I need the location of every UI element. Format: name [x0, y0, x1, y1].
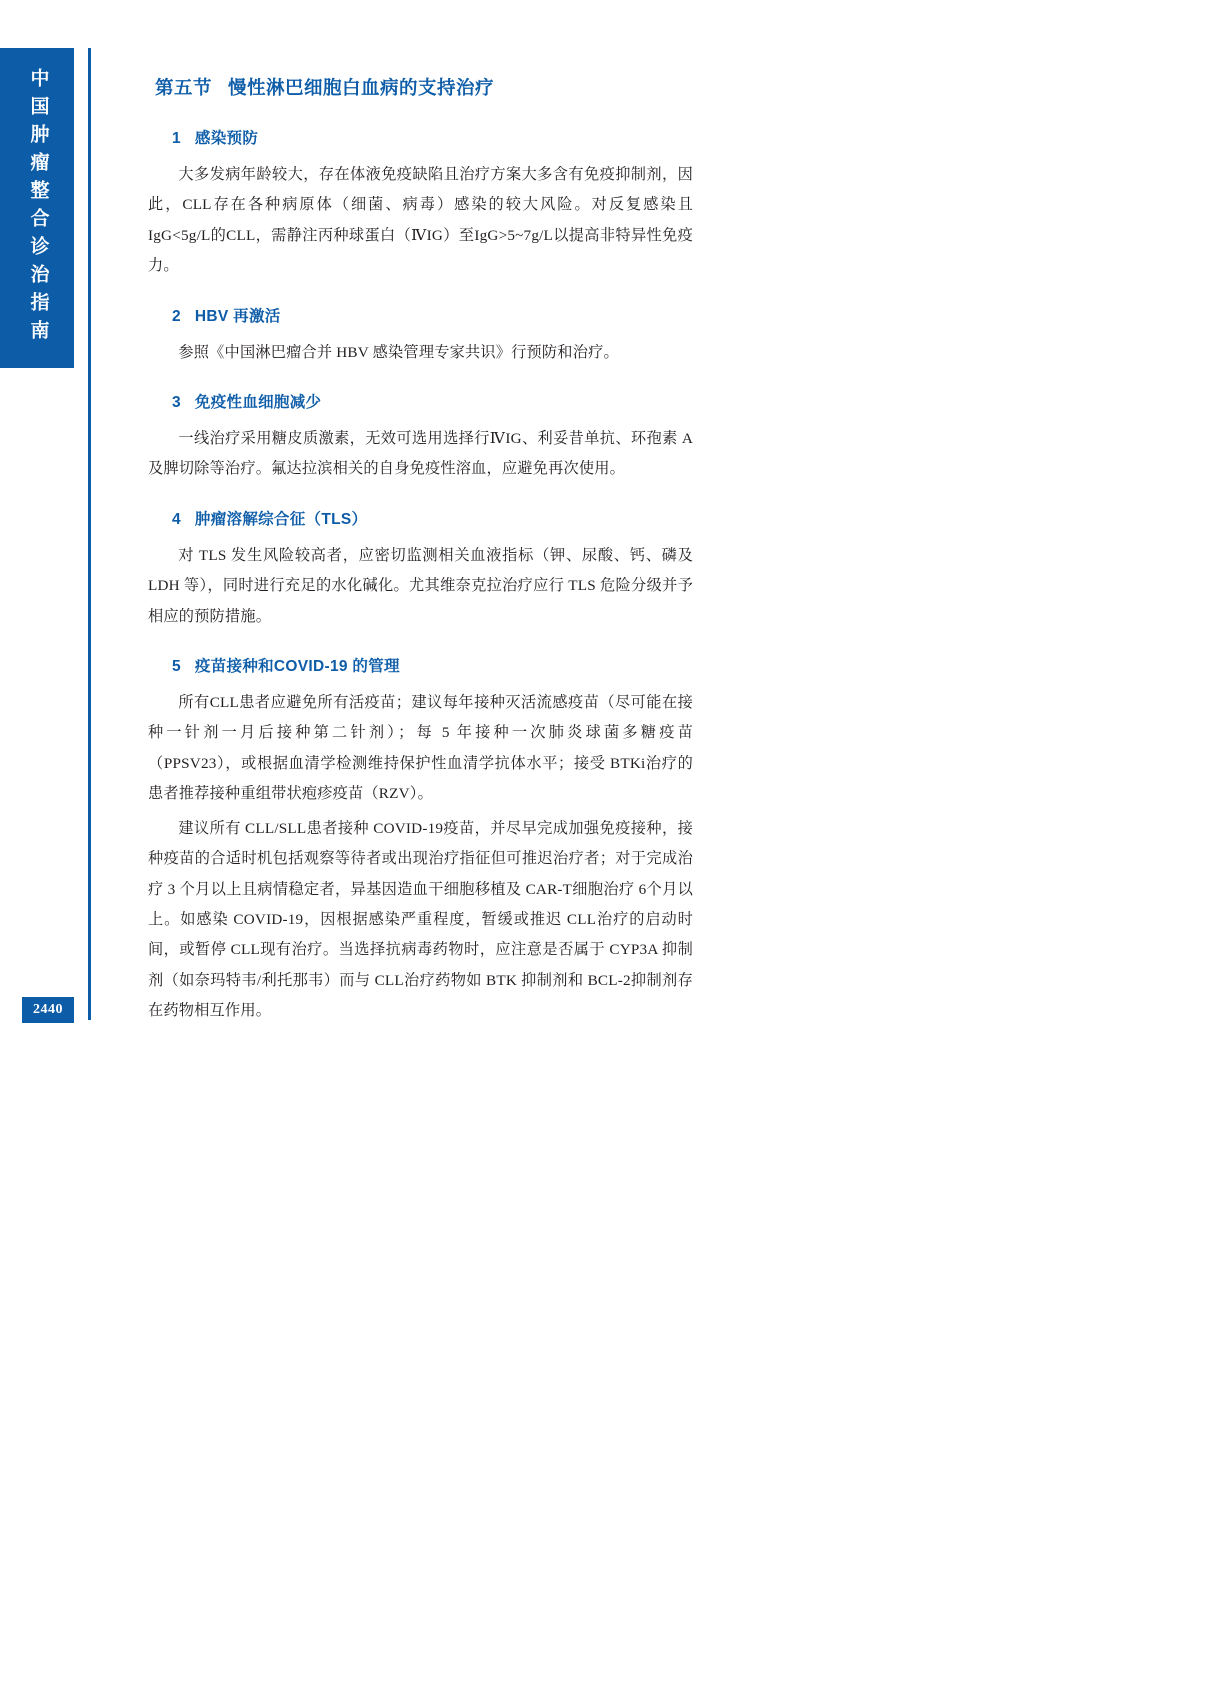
paragraph: 所有CLL患者应避免所有活疫苗；建议每年接种灭活流感疫苗（尽可能在接种一针剂一月后接种第二针剂）；每 5 年接种一次肺炎球菌多糖疫苗（PPSV23），或根据血清学检测维持保护性血清学抗体水平；接受 BTKi治疗的患者推荐接种重组带状疱疹疫苗（RZV）。	[148, 694, 693, 803]
page-number-badge	[22, 997, 74, 1023]
sidebar-vertical-rule	[88, 48, 91, 1020]
subsection-number: 5	[172, 658, 181, 676]
document-content	[148, 74, 693, 1045]
subsection-2	[148, 304, 693, 368]
paragraph: 对 TLS 发生风险较高者，应密切监测相关血液指标（钾、尿酸、钙、磷及 LDH 等），同时进行充足的水化碱化。尤其维奈克拉治疗应行 TLS 危险分级并予相应的预防措施。	[148, 546, 693, 625]
subsection-heading	[172, 654, 693, 676]
subsection-number: 4	[172, 510, 181, 528]
subsection-4	[148, 507, 693, 632]
subsection-title: 疫苗接种和COVID-19 的管理	[194, 658, 400, 676]
subsection-title: 肿瘤溶解综合征（TLS）	[194, 510, 368, 528]
subsection-heading	[172, 304, 693, 326]
subsection-title: 免疫性血细胞减少	[194, 394, 322, 412]
subsection-number: 2	[172, 307, 181, 325]
subsection-number: 3	[172, 394, 181, 412]
subsection-3	[148, 390, 693, 485]
page-title	[155, 74, 693, 100]
section-label: 第五节	[155, 77, 213, 98]
paragraph: 建议所有 CLL/SLL患者接种 COVID-19疫苗，并尽早完成加强免疫接种，接种疫苗的合适时机包括观察等待者或出现治疗指征但可推迟治疗者；对于完成治疗 3 个月以上且病情稳定者，异基因造血干细胞移植及 CAR-T细胞治疗 6个月以上。如感染 COVID-19，因根据感染严重程度，暂缓或推迟 CLL治疗的启动时间，或暂停 CLL现有治疗。当选择抗病毒药物时，应注意是否属于 CYP3A 抑制剂（如奈玛特韦/利托那韦）而与 CLL治疗药物如 BTK 抑制剂和 BCL-2抑制剂存在药物相互作用。	[148, 819, 693, 1020]
paragraph: 参照《中国淋巴瘤合并 HBV 感染管理专家共识》行预防和治疗。	[178, 343, 619, 361]
section-title-text: 慢性淋巴细胞白血病的支持治疗	[228, 77, 495, 98]
paragraph: 一线治疗采用糖皮质激素，无效可选用选择行ⅣIG、利妥昔单抗、环孢素 A 及脾切除等治疗。氟达拉滨相关的自身免疫性溶血，应避免再次使用。	[148, 430, 693, 478]
sidebar-vertical-title: 中国肿瘤整合诊治指南	[27, 68, 49, 348]
subsection-heading	[172, 390, 693, 412]
subsection-5	[148, 654, 693, 1026]
sidebar-brand-tab	[0, 48, 74, 368]
subsection-heading	[172, 507, 693, 529]
subsection-number: 1	[172, 130, 181, 147]
subsection-heading	[172, 126, 693, 148]
subsection-title: HBV 再激活	[194, 307, 281, 325]
subsection-title: 感染预防	[194, 130, 259, 147]
page-number: 2440	[33, 1002, 63, 1017]
subsection-1	[148, 126, 693, 282]
paragraph: 大多发病年龄较大，存在体液免疫缺陷且治疗方案大多含有免疫抑制剂，因此，CLL存在各种病原体（细菌、病毒）感染的较大风险。对反复感染且IgG<5g/L的CLL，需静注丙种球蛋白（ⅣIG）至IgG>5~7g/L以提高非特异性免疫力。	[148, 166, 693, 275]
